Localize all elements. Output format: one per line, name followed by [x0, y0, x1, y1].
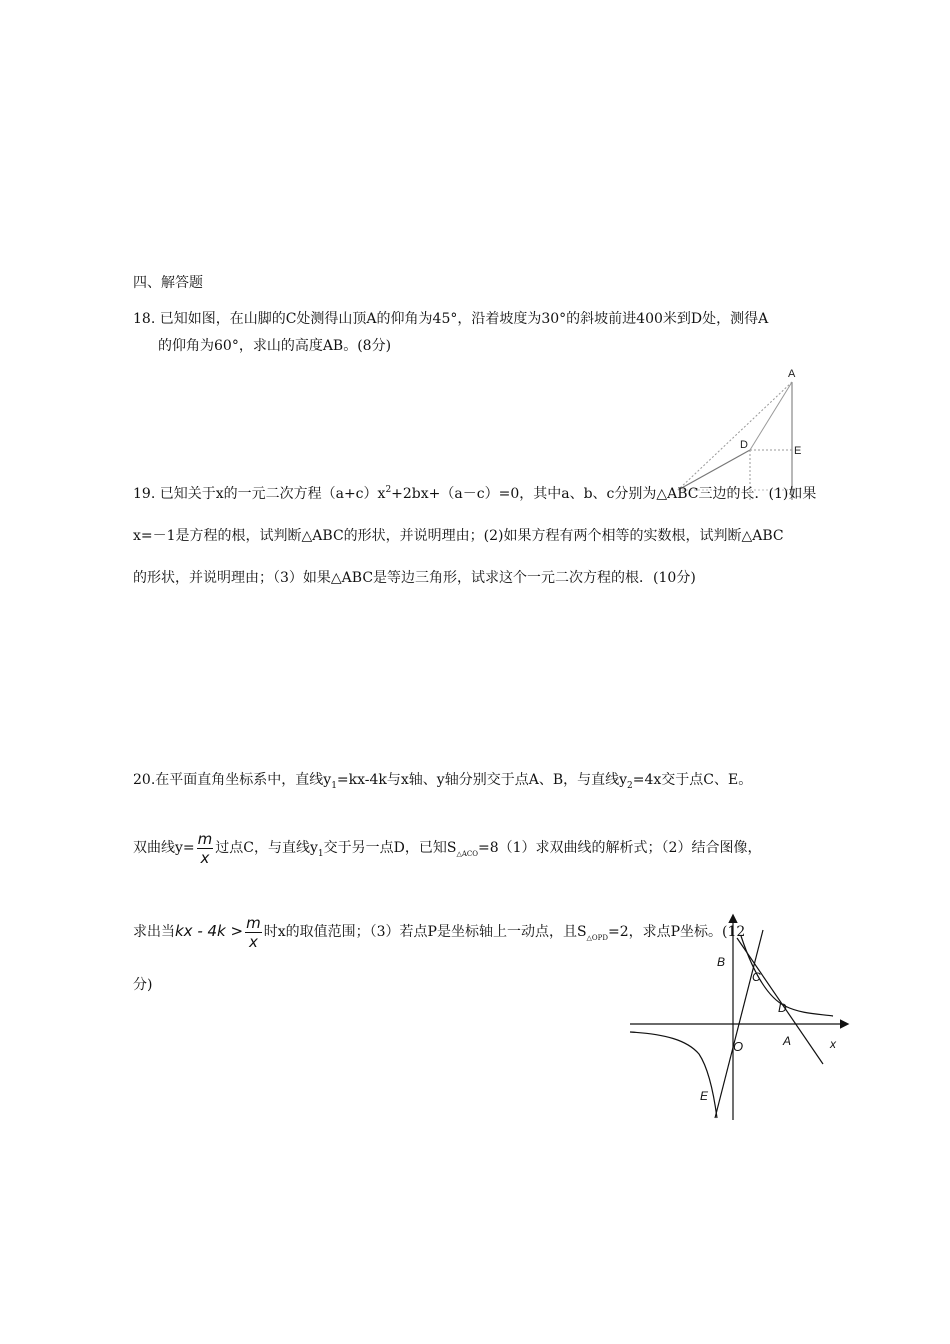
q19-line3: 的形状，并说明理由；（3）如果△ABC是等边三角形，试求这个一元二次方程的根．(10分)	[133, 570, 696, 586]
q20-line3-sub: △OPD	[586, 934, 608, 942]
q20-line2	[133, 828, 761, 868]
q20-label-e: E	[700, 1089, 709, 1103]
q20-line3-b: 时x的取值范围；（3）若点P是坐标轴上一动点，且S	[263, 924, 587, 940]
q19-line2: x=－1是方程的根，试判断△ABC的形状，并说明理由；(2)如果方程有两个相等的实数根，试判断△ABC	[133, 528, 784, 544]
q18-label-e: E	[794, 445, 802, 457]
q20-sub1: 1	[331, 781, 337, 791]
fraction-denominator: x	[200, 848, 210, 867]
q18-line-ac	[678, 382, 792, 490]
q20-line4: 分)	[133, 977, 153, 993]
q20-label-d: D	[778, 1001, 787, 1015]
q19-line1	[133, 484, 816, 506]
q20-label-a: A	[783, 1034, 792, 1048]
q20-line3-a: 求出当	[133, 924, 175, 940]
fraction-numerator: m	[246, 913, 261, 932]
q19-line1-b: +2bx+（a－c）=0，其中a、b、c分别为△ABC三边的长．(1)如果	[391, 486, 817, 502]
q20-fraction-1	[197, 830, 214, 867]
q18-line1: 18. 已知如图，在山脚的C处测得山顶A的仰角为45°，沿着坡度为30°的斜坡前进400米到D处，测得A	[133, 311, 769, 327]
q18-label-a: A	[788, 368, 796, 380]
q20-line2-b: 过点C，与直线y	[215, 840, 318, 856]
q20-line2-sub2: △ACO	[456, 850, 478, 858]
q20-line2-sub: 1	[317, 849, 324, 859]
q20-line1-a: 20.在平面直角坐标系中，直线y	[133, 772, 332, 788]
q20-sub2: 2	[627, 781, 633, 791]
q20-label-x: x	[830, 1037, 836, 1051]
hyperbola-branch-2	[630, 1032, 717, 1118]
q18-line2: 的仰角为60°，求山的高度AB。(8分)	[158, 338, 392, 354]
q20-line1-c: =4x交于点C、E。	[632, 772, 753, 788]
q19-line1-a: 19. 已知关于x的一元二次方程（a+c）x	[133, 486, 386, 502]
fraction-denominator: x	[248, 932, 258, 951]
q20-line2-c: 交于另一点D，已知S	[323, 840, 457, 856]
q20-figure	[625, 908, 855, 1128]
fraction-numerator: m	[197, 829, 213, 848]
q20-line2-d: =8（1）求双曲线的解析式；（2）结合图像，	[478, 840, 762, 856]
q20-label-b: B	[717, 955, 726, 969]
q18-label-d: D	[740, 439, 748, 451]
q20-label-c: C	[752, 970, 761, 984]
q19-sup: 2	[385, 485, 392, 495]
q20-line1-b: =kx-4k与x轴、y轴分别交于点A、B，与直线y	[336, 772, 628, 788]
q20-label-o: O	[733, 1039, 744, 1054]
q20-inequality-left: kx - 4k >	[175, 922, 244, 940]
q20-line2-a: 双曲线y=	[133, 840, 195, 856]
q20-fraction-2	[245, 914, 262, 951]
q20-line3-c: =2，求点P坐标。(12	[607, 924, 746, 940]
q20-line1	[133, 770, 752, 792]
section-title: 四、解答题	[133, 275, 203, 291]
